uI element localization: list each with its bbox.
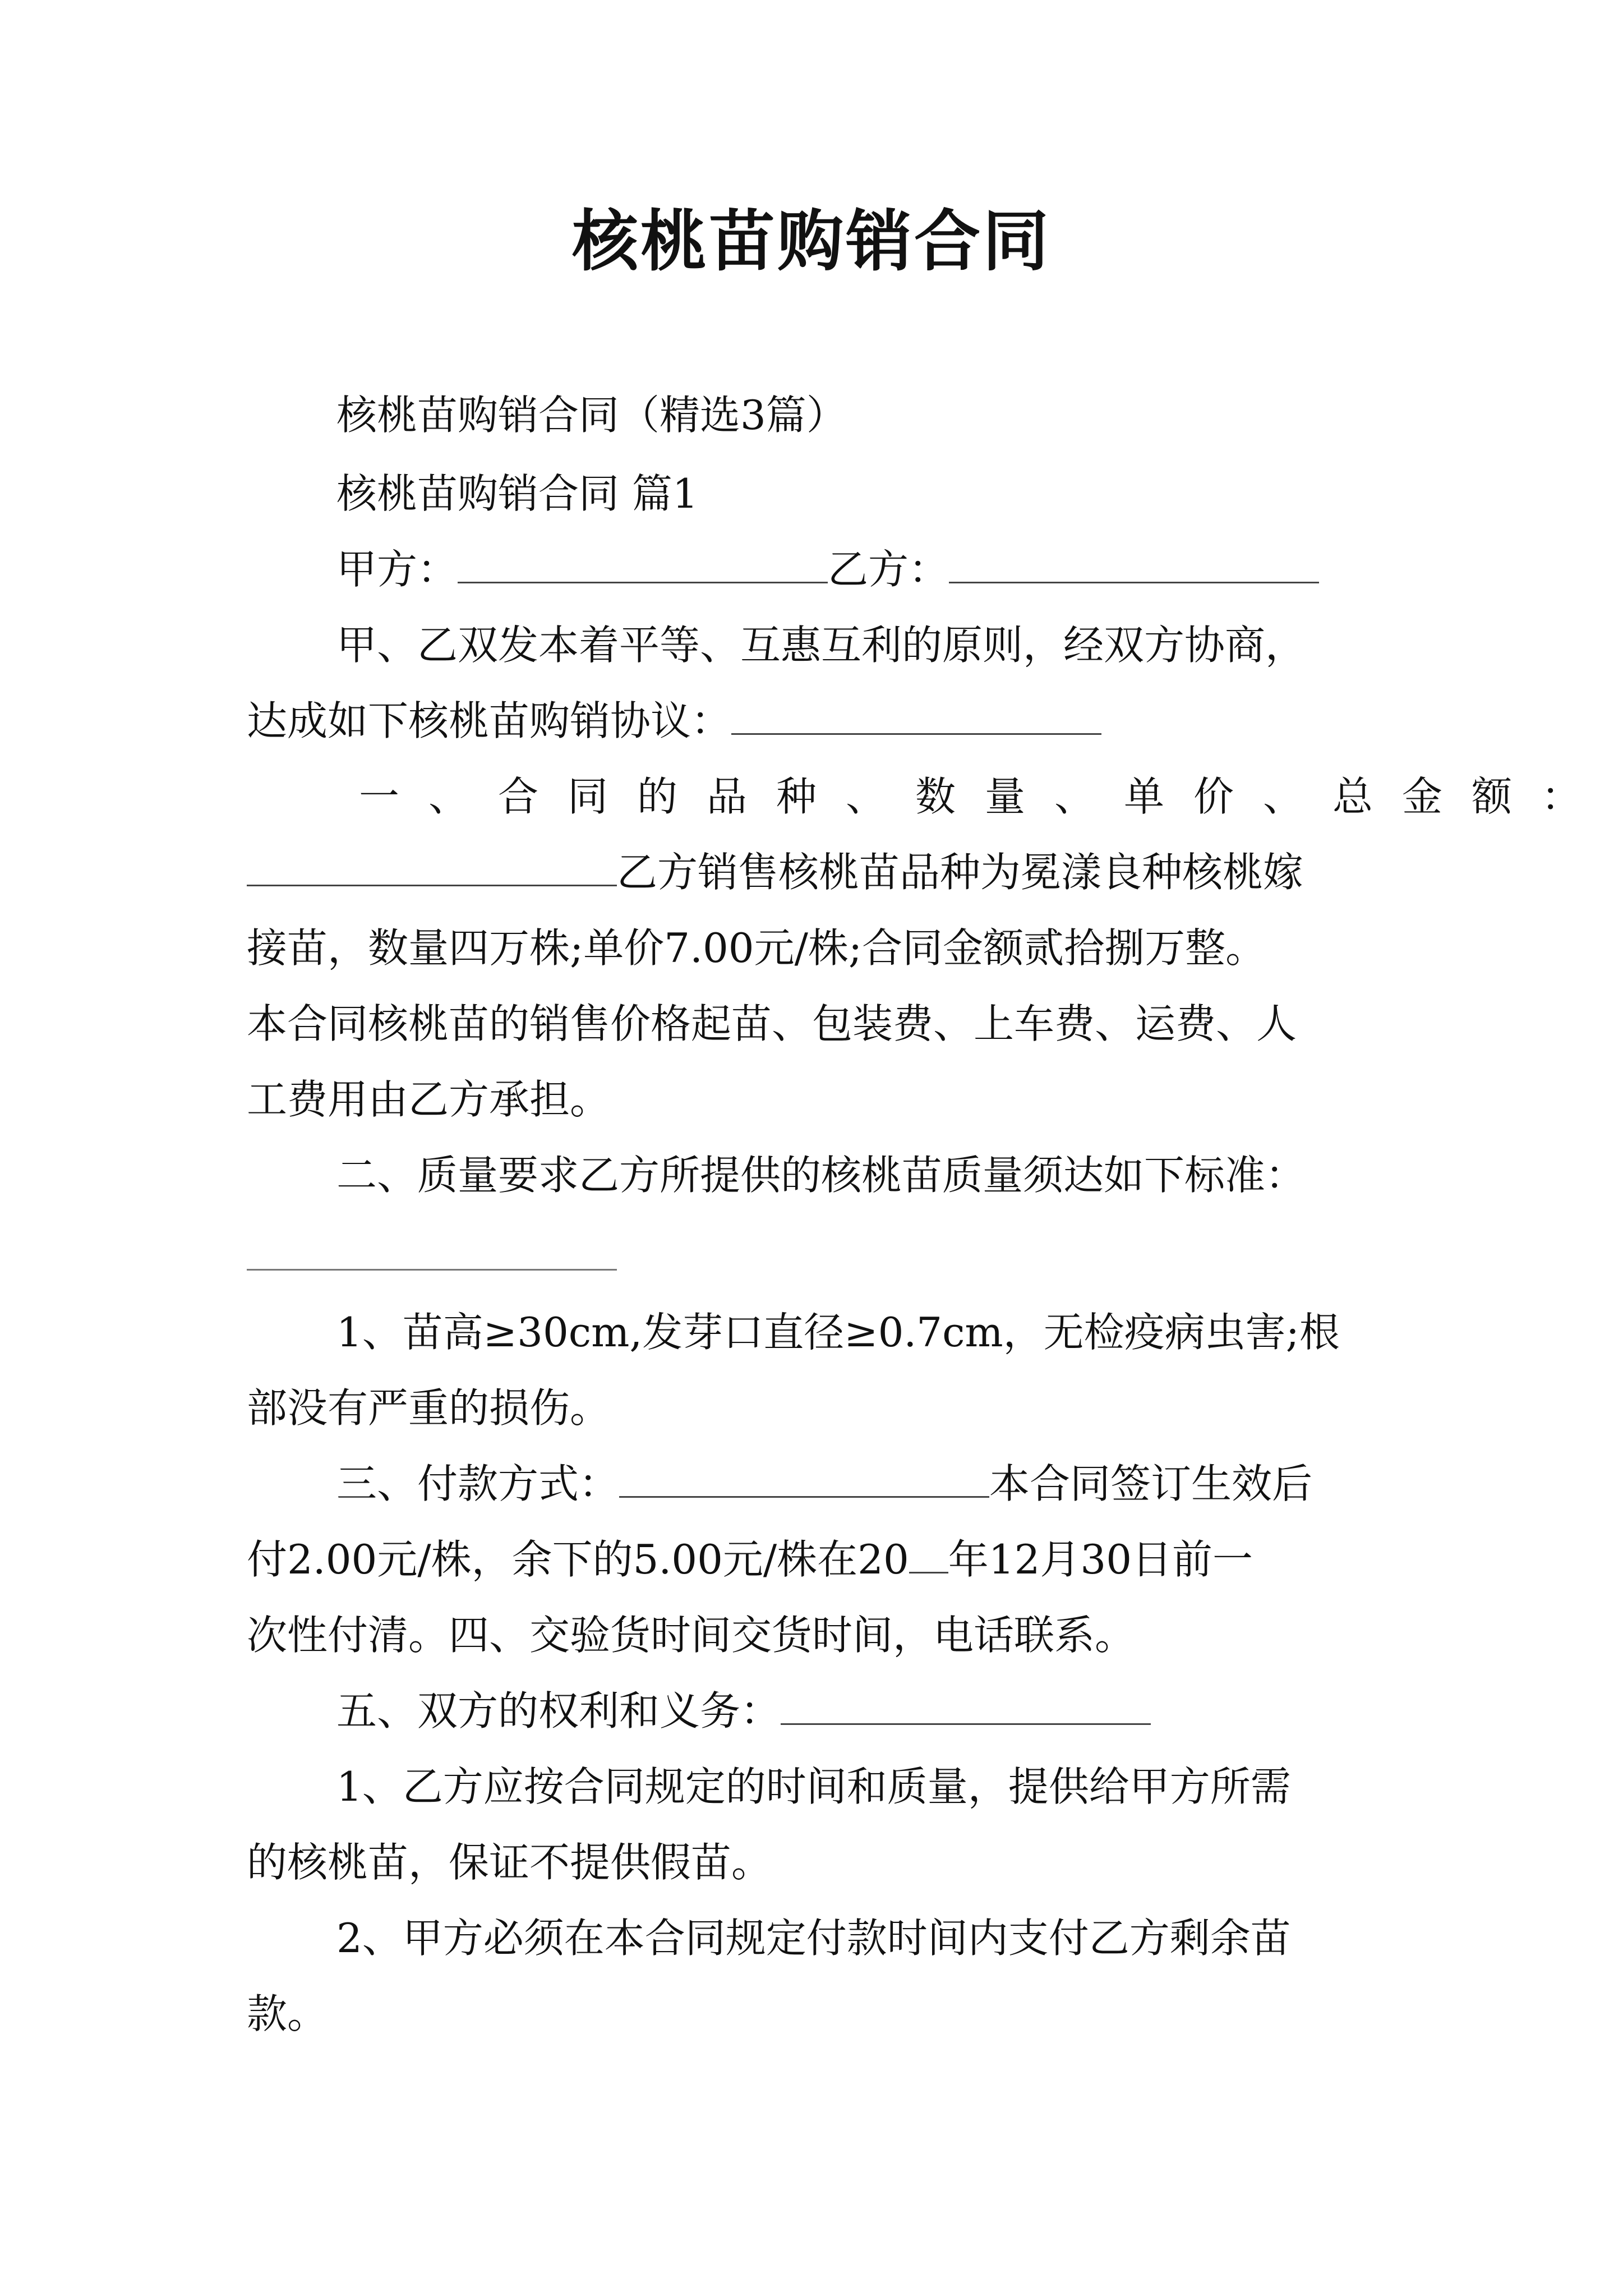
fill-blank [731,694,1101,735]
fill-rule [247,1269,617,1271]
s3-label: 三、付款方式： [336,1460,620,1507]
section-2-heading: 二、质量要求乙方所提供的核桃苗质量须达如下标准： [336,1152,1306,1199]
s5-label: 五、双方的权利和义务： [336,1687,781,1734]
intro-text: 达成如下核桃苗购销协议： [247,697,732,744]
party-b-label: 乙方： [828,546,949,593]
paragraph-line: 部没有严重的损伤。 [247,1384,611,1432]
year-blank [909,1533,948,1573]
s3-text: 本合同签订生效后 [989,1460,1313,1507]
fill-blank [619,1457,989,1498]
paragraph-line: 1、苗高≥30cm,发芽口直径≥0.7cm，无检疫病虫害;根 [336,1309,1340,1356]
party-a-blank [458,542,828,583]
paragraph-line: 次性付清。四、交验货时间交货时间，电话联系。 [247,1612,1136,1659]
paragraph-line: 本合同核桃苗的销售价格起苗、包装费、上车费、运费、人 [247,1000,1297,1047]
paragraph-line [247,693,1402,749]
s3-text-b: 年12月30日前一 [948,1536,1253,1583]
section-1-heading: 一、合同的品种、数量、单价、总金额： [359,773,1611,820]
paragraph-line: 接苗，数量四万株;单价7.00元/株;合同金额贰拾捌万整。 [247,924,1266,972]
paragraph-line [247,844,1402,900]
paragraph-line [247,1531,1402,1588]
section-5-line [336,1683,1402,1739]
document-title: 核桃苗购销合同 [571,202,1051,280]
fill-blank [781,1684,1151,1725]
part-heading: 核桃苗购销合同 篇1 [336,470,698,517]
paragraph-line: 的核桃苗，保证不提供假苗。 [247,1839,772,1886]
paragraph-line: 款。 [247,1990,328,2037]
s1-text: 乙方销售核桃苗品种为冕漾良种核桃嫁 [617,849,1304,896]
fill-blank [247,845,617,886]
parties-line [336,541,1402,597]
section-3-line [336,1456,1402,1512]
paragraph-line: 甲、乙双发本着平等、互惠互利的原则，经双方协商， [336,622,1306,669]
paragraph-line: 2、甲方必须在本合同规定付款时间内支付乙方剩余苗 [336,1915,1291,1962]
party-a-label: 甲方： [336,546,458,593]
paragraph-line: 1、乙方应按合同规定的时间和质量，提供给甲方所需 [336,1763,1291,1810]
paragraph-line: 工费用由乙方承担。 [247,1076,611,1123]
subtitle: 核桃苗购销合同（精选3篇） [336,392,847,439]
party-b-blank [949,542,1319,583]
s3-text-a: 付2.00元/株，余下的5.00元/株在20 [247,1536,909,1583]
